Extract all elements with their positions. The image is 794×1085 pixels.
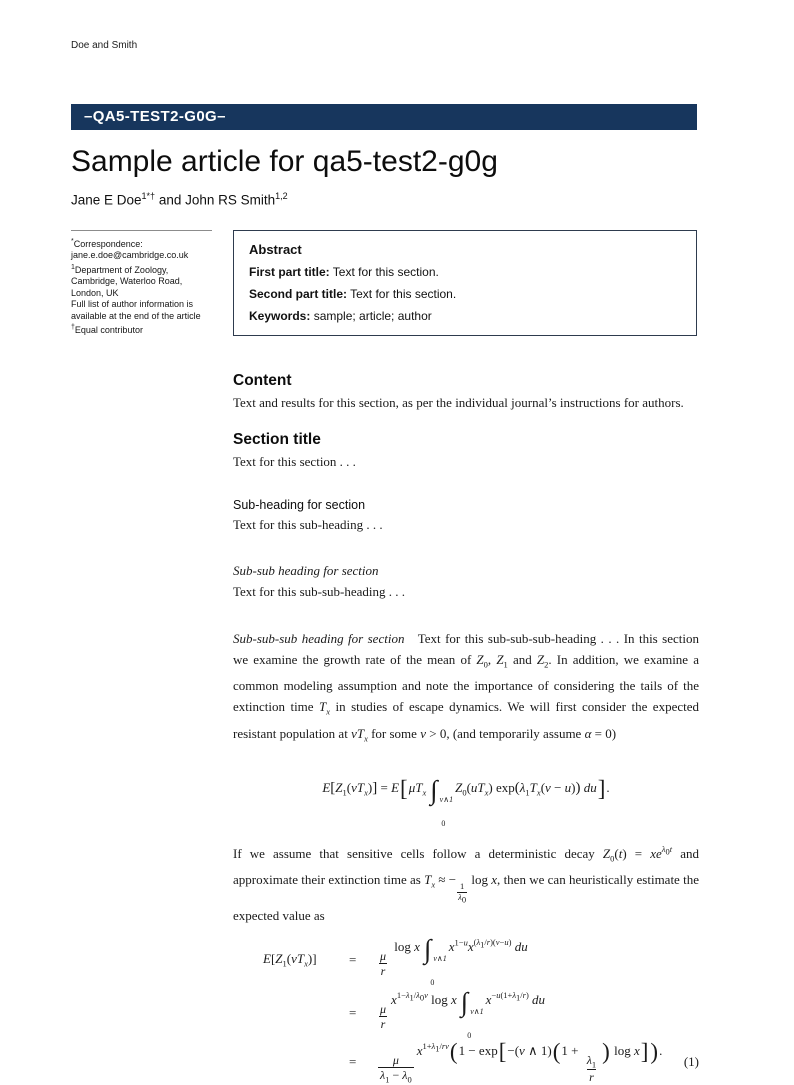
- equation-row-2: [233, 987, 699, 1040]
- display-equation: $E[Z_1(vT_x)] = E[\mu T_x$ ∫ v∧1 0 $Z_0(uT_x) \exp(\lambda_1T_x(v - u))$ du].: [322, 775, 610, 829]
- abstract-part1-text: Text for this section.: [329, 264, 439, 279]
- paragraph1-text: Text for this sub-sub-sub-heading . . . In this section we examine the growth rate of the mean of $Z_0$, $Z_1$ and $Z_2$. In addition, we examine a common modeling assumption and note the importance of considering the tails of the extinction time $T_x$ in studies of escape dynamics. We will first consider the expected resistant population at $vT_x$ for some v > 0, (and temporarily assume α = 0): [233, 630, 700, 744]
- abstract-part2-text: Text for this section.: [347, 286, 457, 301]
- author-notes: [71, 230, 212, 337]
- section-paragraph: Text for this section . . .: [233, 453, 356, 469]
- body-paragraph-1: [233, 628, 699, 750]
- info-row: [71, 230, 697, 337]
- body-paragraph-2: [233, 839, 699, 925]
- sub-sub-heading: Sub-sub heading for section: [233, 562, 379, 578]
- aligned-equation-block: [233, 934, 699, 1085]
- equation-number: (1): [683, 1054, 699, 1070]
- main-column: [233, 372, 699, 1085]
- section-heading: Section title: [233, 430, 321, 448]
- abstract-part1-label: First part title:: [249, 264, 330, 279]
- equal-contributor-note: †Equal contributor: [71, 324, 143, 335]
- abstract-part2-label: Second part title:: [249, 286, 348, 301]
- equation-rhs-3: $\frac{\mu}{\lambda_1 - \lambda_0}$ $x^{1+\lambda_1/rv}(1 - \exp[-(v$ ∧ 1)(1 + $\frac{\lambda_1}{r}$ ) log x]).: [380, 1038, 663, 1085]
- affiliation-note: $^1$Department of Zoology, Cambridge, Waterloo Road, London, UK: [71, 263, 183, 298]
- abstract-part2: [249, 287, 681, 301]
- abstract-keywords: [249, 309, 681, 323]
- correspondence-note: *Correspondence: jane.e.doe@cambridge.co.uk: [71, 237, 189, 260]
- content-heading: Content: [233, 371, 292, 389]
- equation-row-1: [233, 934, 699, 987]
- article-title: Sample article for qa5-test2-g0g: [71, 145, 498, 178]
- equation-lhs: $E[Z_1(vT_x)]$: [263, 951, 317, 969]
- article-id-banner: –QA5-TEST2-G0G–: [71, 104, 697, 130]
- abstract-box: [233, 230, 697, 336]
- equation-rhs-2: $\frac{\mu}{r}$ $x^{1-\lambda_1/\lambda_0v}$ log x ∫ v∧1 0 $x^{-u(1+\lambda_1/r)}$ du: [380, 986, 546, 1040]
- authors-line: Jane E Doe$^{1*\dagger}$ and John RS Smith$^{1,2}$: [71, 191, 288, 208]
- paragraph2-text: If we assume that sensitive cells follow a deterministic decay $Z_0(t) = xe^{\lambda_0t}$ and approximate their extinction time as $T_x$ ≈ − $\frac{1}{\lambda_0}$ log x, then we can heuristically estimate the expected value as: [233, 844, 699, 923]
- author-info-note: Full list of author information is available at the end of the article: [71, 299, 201, 321]
- equation-rhs-1: $\frac{\mu}{r}$ log x ∫ v∧1 0 $x^{1-u}x^{(\lambda_1/r)(v-u)}$ du: [380, 933, 528, 987]
- content-paragraph: Text and results for this section, as per the individual journal’s instructions for authors.: [233, 394, 684, 410]
- sub-heading: Sub-heading for section: [233, 497, 366, 512]
- abstract-part1: [249, 265, 681, 279]
- sub-sub-heading-paragraph: Text for this sub-sub-heading . . .: [233, 583, 406, 599]
- running-head: Doe and Smith: [71, 40, 138, 51]
- sub-heading-paragraph: Text for this sub-heading . . .: [233, 516, 383, 532]
- equals-sign: =: [349, 1054, 357, 1070]
- run-in-heading: Sub-sub-sub heading for section: [233, 630, 405, 646]
- abstract-heading: Abstract: [249, 241, 302, 257]
- equals-sign: =: [349, 1005, 357, 1021]
- abstract-keywords-label: Keywords:: [249, 308, 311, 323]
- equals-sign: =: [349, 952, 357, 968]
- abstract-keywords-text: sample; article; author: [310, 308, 432, 323]
- equation-row-3: [233, 1040, 699, 1085]
